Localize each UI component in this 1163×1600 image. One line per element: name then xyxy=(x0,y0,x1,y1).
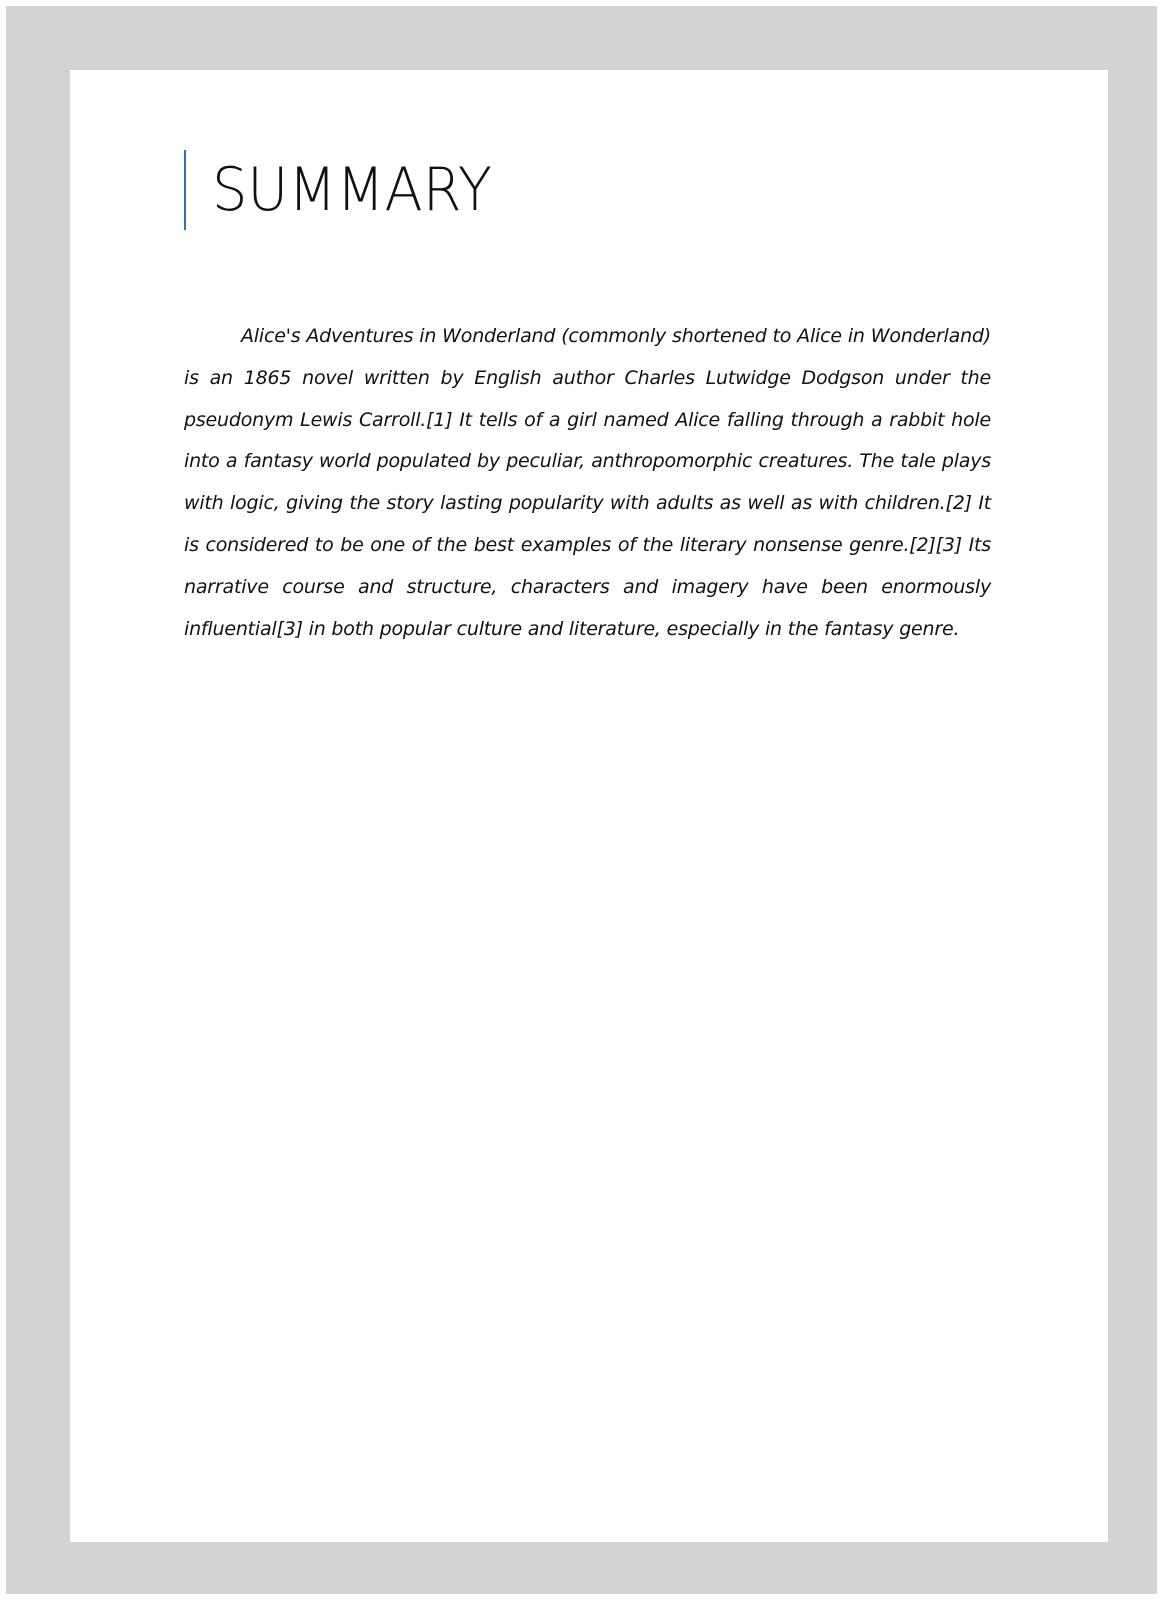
page-title: SUMMARY xyxy=(212,155,493,225)
document-page xyxy=(70,70,1108,1542)
page-frame xyxy=(6,6,1157,1594)
summary-paragraph: Alice's Adventures in Wonderland (commonly shortened to Alice in Wonderland) is an 1865 novel written by English author Charles Lutwidge Dodgson under the pseudonym Lewis Carroll.[1] It tells of a girl named Alice falling through a rabbit hole into a fantasy world populated by peculiar, anthropomorphic creatures. The tale plays with logic, giving the story lasting popularity with adults as well as with children.[2] It is considered to be one of the best examples of the literary nonsense genre.[2][3] Its narrative course and structure, characters and imagery have been enormously influential[3] in both popular culture and literature, especially in the fantasy genre. xyxy=(184,325,991,640)
heading-block xyxy=(184,150,513,230)
